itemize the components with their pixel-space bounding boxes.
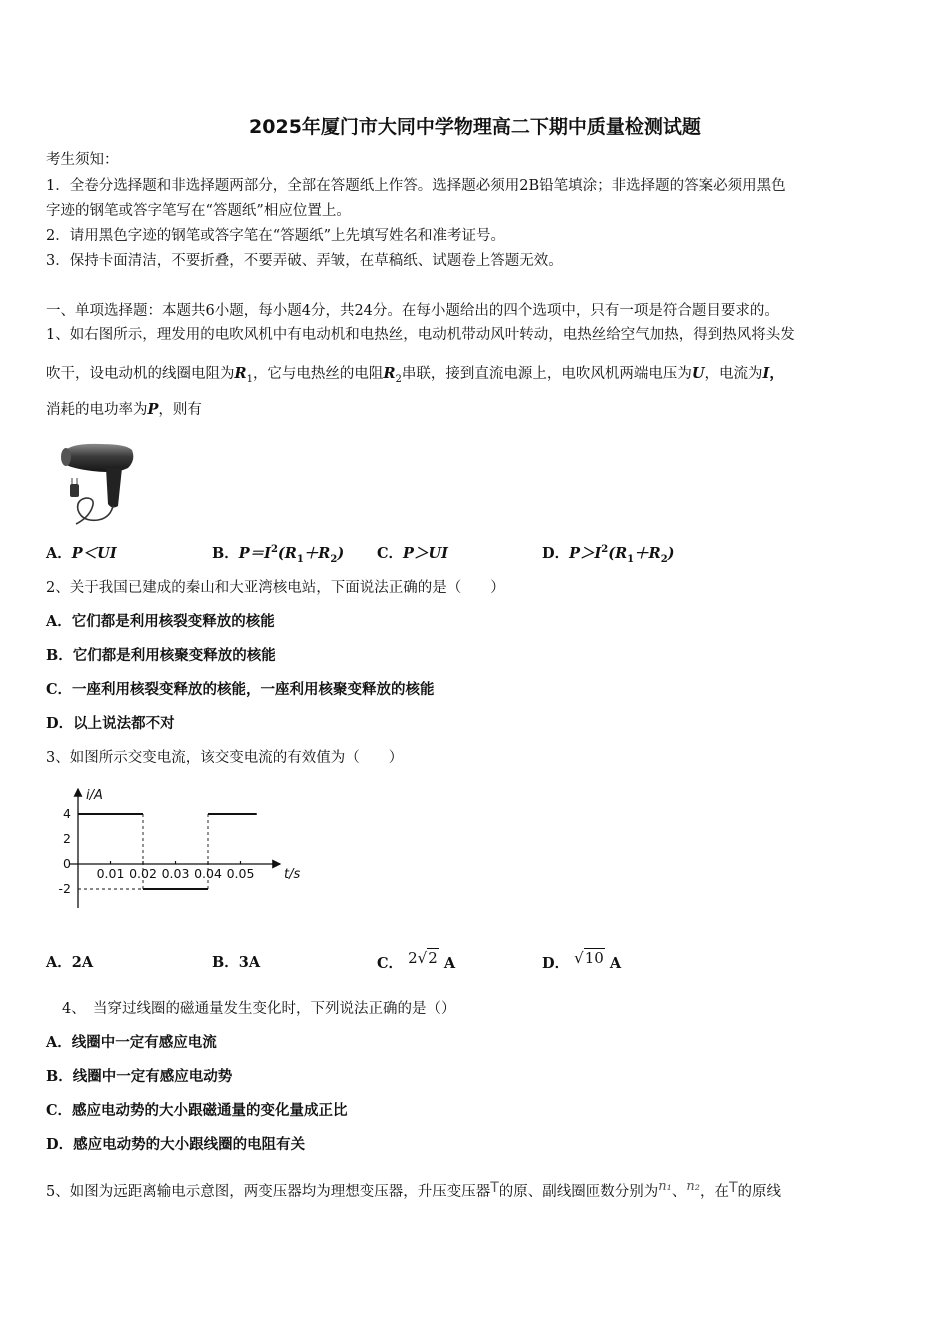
- q5-text: ，在: [699, 1184, 729, 1200]
- q1-option-d[interactable]: [542, 544, 675, 564]
- q1-option-d-subscript: 2: [660, 553, 668, 565]
- y-axis-label: i/A: [86, 788, 103, 803]
- dryer-body: [64, 444, 133, 472]
- notice-item-1b: 字迹的钢笔或答字笔写在“答题纸”相应位置上。: [46, 203, 351, 219]
- x-tick-label: 0.03: [161, 866, 190, 881]
- q1-option-d-text: P＞I: [569, 545, 602, 562]
- dryer-cord: [76, 498, 113, 524]
- q2-option-c[interactable]: C．一座利用核裂变释放的核能，一座利用核聚变释放的核能: [46, 681, 435, 698]
- q1-option-c[interactable]: [377, 544, 448, 564]
- q5-stem: [46, 1179, 782, 1203]
- q5-symbol-t: T: [728, 1180, 738, 1196]
- q4-option-a[interactable]: A．线圈中一定有感应电流: [46, 1034, 217, 1051]
- q5-text: 的原、副线圈匝数分别为: [498, 1184, 659, 1200]
- q2-option-a[interactable]: A．它们都是利用核裂变释放的核能: [46, 613, 275, 630]
- q1-symbol-r: R: [234, 365, 247, 382]
- q1-comma: ，: [769, 365, 784, 382]
- q4-option-d[interactable]: D．感应电动势的大小跟线圈的电阻有关: [46, 1136, 306, 1153]
- q1-symbol-r: R: [383, 365, 396, 382]
- q1-option-d-superscript: 2: [601, 544, 609, 556]
- q3-option-c-coefficient: 2: [408, 949, 418, 967]
- q3-stem: 3、如图所示交变电流，该交变电流的有效值为（ ）: [46, 750, 404, 766]
- q4-stem: 4、 当穿过线圈的磁通量发生变化时，下列说法正确的是（）: [62, 1001, 456, 1017]
- q1-option-d-text: (R: [608, 545, 628, 562]
- q5-symbol-n1: n₁: [658, 1179, 672, 1194]
- q1-option-b-text: (R: [277, 545, 297, 562]
- y-tick-label: -2: [58, 881, 71, 896]
- q1-text: ，电流为: [704, 366, 763, 382]
- x-tick-label: 0.05: [226, 866, 255, 881]
- q1-option-b-subscript: 2: [330, 553, 338, 565]
- hair-dryer-figure: [56, 438, 140, 532]
- q1-text: ，它与电热丝的电阻: [252, 366, 384, 382]
- x-axis-label: t/s: [284, 867, 301, 882]
- notice-heading: 考生须知：: [46, 152, 119, 168]
- q3-option-a[interactable]: A．2A: [46, 954, 94, 971]
- q1-option-a-label: A．: [46, 545, 72, 562]
- q1-text: 消耗的电功率为: [46, 402, 148, 418]
- q3-option-b[interactable]: B．3A: [212, 954, 261, 971]
- q1-option-b-subscript: 1: [296, 553, 304, 565]
- q2-stem: 2、关于我国已建成的秦山和大亚湾核电站，下面说法正确的是（ ）: [46, 580, 505, 596]
- q1-text: 吹干，设电动机的线圈电阻为: [46, 366, 235, 382]
- q3-option-c-label: C．: [377, 955, 404, 972]
- q1-option-b-label: B．: [212, 545, 239, 562]
- current-chart: [52, 783, 302, 918]
- q3-option-d[interactable]: [542, 949, 622, 974]
- q1-option-d-label: D．: [542, 545, 570, 562]
- q3-option-d-label: D．: [542, 955, 570, 972]
- y-tick-label: 2: [63, 831, 71, 846]
- q4-option-c[interactable]: C．感应电动势的大小跟磁通量的变化量成正比: [46, 1102, 348, 1119]
- q3-option-d-unit: A: [609, 955, 622, 972]
- q1-subscript: 2: [395, 373, 402, 385]
- q1-stem-line1: 1、如右图所示，理发用的电吹风机中有电动机和电热丝，电动机带动风叶转动，电热丝给空气加热，得到热风将头发: [46, 327, 795, 343]
- q1-option-d-subscript: 1: [627, 553, 635, 565]
- q2-option-b[interactable]: B．它们都是利用核聚变释放的核能: [46, 647, 276, 664]
- q1-stem-line3: [46, 400, 202, 420]
- y-tick-label: 0: [63, 856, 71, 871]
- notice-item-2: 2．请用黑色字迹的钢笔或答字笔在“答题纸”上先填写姓名和准考证号。: [46, 228, 506, 244]
- q1-symbol-i: I: [762, 365, 770, 382]
- dryer-plug: [70, 484, 79, 497]
- q3-option-d-math: √10: [574, 949, 604, 967]
- section-heading: 一、单项选择题：本题共6小题，每小题4分，共24分。在每小题给出的四个选项中，只有一项是符合题目要求的。: [46, 303, 779, 319]
- q3-option-c-unit: A: [443, 955, 456, 972]
- q1-symbol-p: P: [147, 401, 159, 418]
- q3-option-c-math: 2√2: [408, 949, 438, 967]
- q1-option-b[interactable]: [212, 544, 344, 564]
- dryer-handle: [106, 468, 122, 508]
- q4-option-b[interactable]: B．线圈中一定有感应电动势: [46, 1068, 233, 1085]
- q1-option-b-superscript: 2: [270, 544, 278, 556]
- q1-option-c-label: C．: [377, 545, 404, 562]
- q1-symbol-u: U: [691, 365, 705, 382]
- dryer-nozzle: [61, 448, 71, 466]
- q1-option-b-text: ＋R: [303, 545, 331, 562]
- q5-text: 、: [671, 1184, 687, 1200]
- q1-text: 串联，接到直流电源上，电吹风机两端电压为: [401, 366, 692, 382]
- q1-option-d-text: ): [667, 545, 675, 562]
- q1-option-c-text: P＞UI: [403, 545, 448, 562]
- q3-option-c-radicand: 2: [428, 949, 438, 967]
- q1-option-d-text: ＋R: [634, 545, 661, 562]
- q3-option-c[interactable]: [377, 949, 456, 974]
- q5-symbol-t: T: [490, 1180, 499, 1196]
- q1-option-a-text: P＜UI: [71, 545, 117, 562]
- notice-item-1a: 1．全卷分选择题和非选择题两部分，全部在答题纸上作答。选择题必须用2B铅笔填涂；非选择题的答案必须用黑色: [46, 178, 786, 194]
- q5-text: 的原线: [737, 1184, 782, 1200]
- y-tick-label: 4: [63, 806, 71, 821]
- q1-subscript: 1: [246, 373, 253, 385]
- q1-stem-line2: [46, 364, 784, 384]
- q1-option-a[interactable]: [46, 544, 117, 564]
- q1-text: ，则有: [158, 402, 202, 418]
- q3-option-d-radicand: 10: [584, 949, 604, 967]
- page-title: 2025年厦门市大同中学物理高二下期中质量检测试题: [249, 116, 701, 138]
- q5-text: 5、如图为远距离输电示意图，两变压器均为理想变压器，升压变压器: [46, 1184, 491, 1200]
- x-tick-label: 0.02: [129, 866, 157, 881]
- notice-item-3: 3．保持卡面清洁，不要折叠，不要弄破、弄皱，在草稿纸、试题卷上答题无效。: [46, 253, 563, 269]
- q5-symbol-n2: n₂: [686, 1179, 700, 1194]
- q1-option-b-text: P＝I: [238, 545, 271, 562]
- q1-option-b-text: ): [337, 545, 345, 562]
- x-tick-label: 0.01: [96, 866, 125, 881]
- q2-option-d[interactable]: D．以上说法都不对: [46, 715, 175, 732]
- x-tick-label: 0.04: [194, 866, 222, 881]
